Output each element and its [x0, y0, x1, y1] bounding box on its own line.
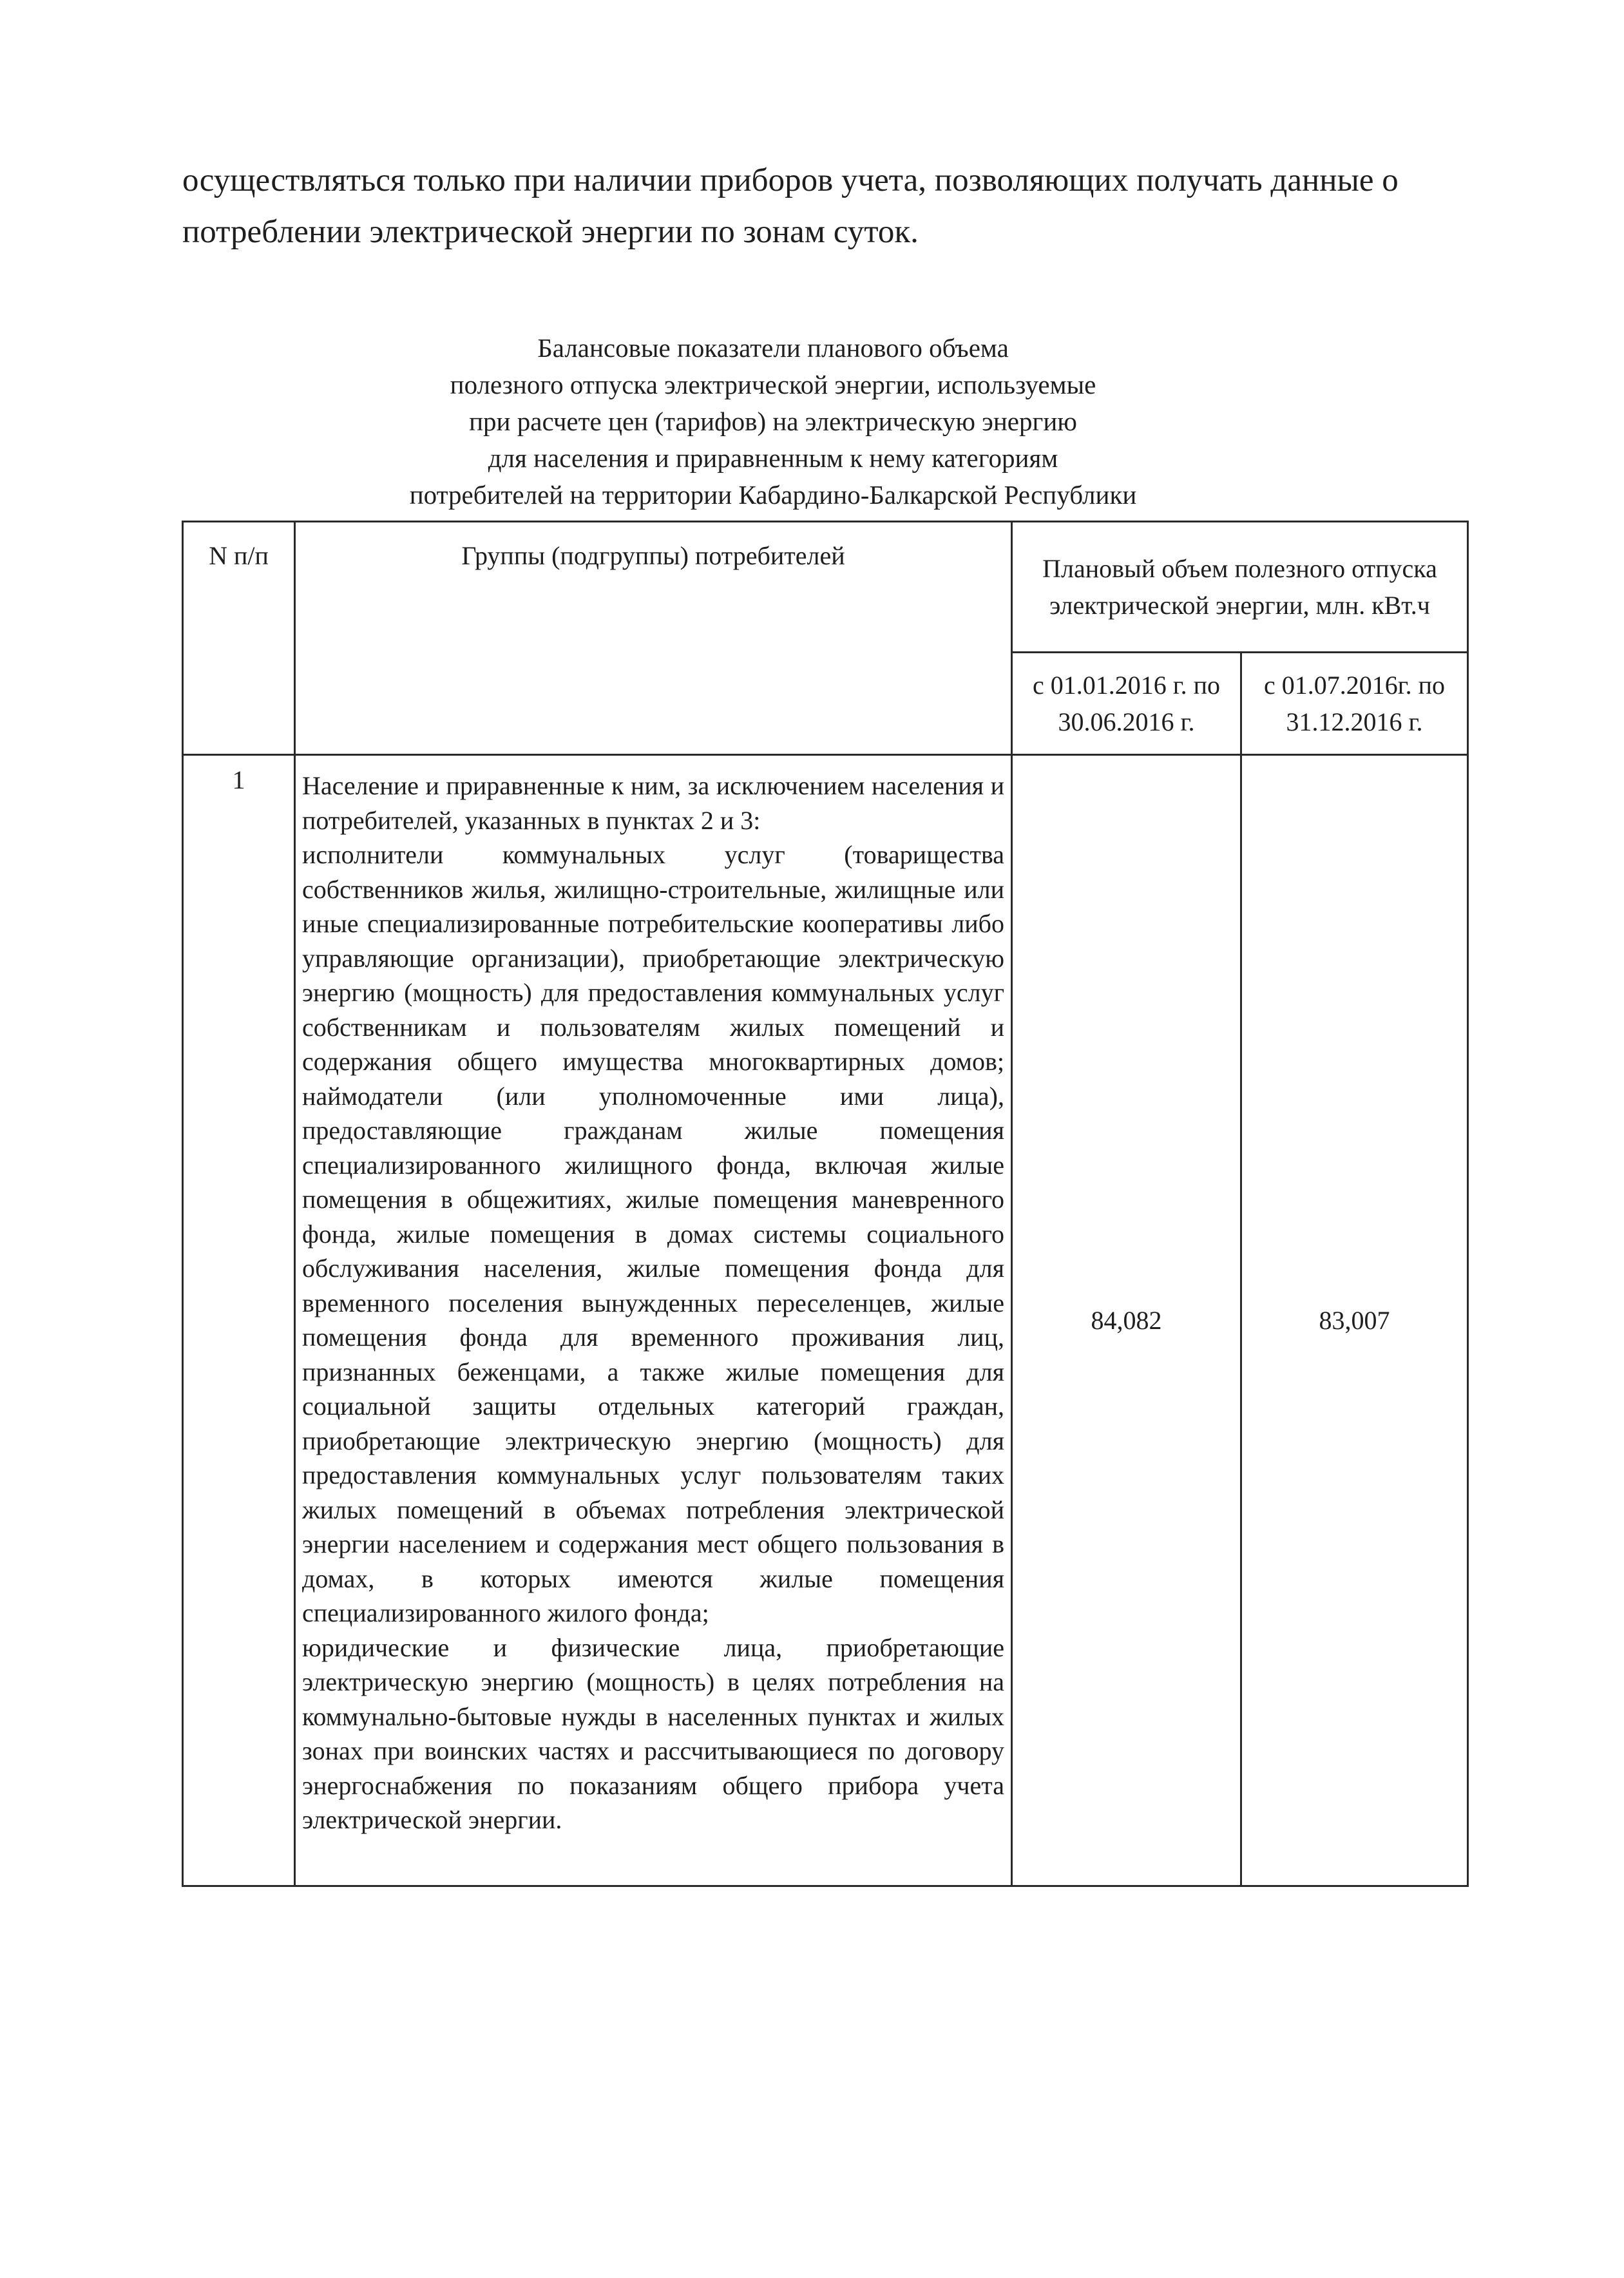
- header-period-2: с 01.07.2016г. по 31.12.2016 г.: [1241, 653, 1468, 755]
- heading-line: при расчете цен (тарифов) на электрическую энергию: [469, 407, 1077, 436]
- table-heading: [271, 330, 1275, 513]
- description-paragraph: исполнители коммунальных услуг (товарищества собственников жилья, жилищно-строительные, жилищные или иные специализированные потребительские кооперативы либо управляющие организации), приобретающие электрическую энергию (мощность) для предоставления коммунальных услуг собственникам и пользователям жилых помещений и содержания общего имущества многоквартирных домов; наймодатели (или уполномоченные ими лица), предоставляющие гражданам жилые помещения специализированного жилищного фонда, включая жилые помещения в общежитиях, жилые помещения маневренного фонда, жилые помещения в домах системы социального обслуживания населения, жилые помещения фонда для временного поселения вынужденных переселенцев, жилые помещения фонда для временного проживания лиц, признанных беженцами, а также жилые помещения для социальной защиты отдельных категорий граждан, приобретающие электрическую энергию (мощность) для предоставления коммунальных услуг пользователям таких жилых помещений в объемах потребления электрической энергии населением и содержания мест общего пользования в домах, в которых имеются жилые помещения специализированного жилого фонда;: [302, 840, 1004, 1627]
- heading-line: для населения и приравненным к нему категориям: [488, 443, 1058, 473]
- heading-line: Балансовые показатели планового объема: [537, 333, 1009, 363]
- table-header-row: [183, 522, 1468, 653]
- header-volume: Плановый объем полезного отпуска электрической энергии, млн. кВт.ч: [1012, 522, 1468, 653]
- header-num: N п/п: [183, 522, 295, 755]
- row-description: [295, 755, 1012, 1886]
- row-num: 1: [183, 755, 295, 1886]
- heading-line: потребителей на территории Кабардино-Балкарской Республики: [409, 480, 1137, 510]
- heading-line: полезного отпуска электрической энергии, используемые: [450, 370, 1096, 399]
- table-row: [183, 755, 1468, 1886]
- row-value-period-1: 84,082: [1012, 755, 1241, 1886]
- header-period-1: с 01.01.2016 г. по 30.06.2016 г.: [1012, 653, 1241, 755]
- description-paragraph: Население и приравненные к ним, за исключением населения и потребителей, указанных в пунктах 2 и 3:: [302, 771, 1004, 835]
- row-value-period-2: 83,007: [1241, 755, 1468, 1886]
- header-groups: Группы (подгруппы) потребителей: [295, 522, 1012, 755]
- intro-paragraph: осуществляться только при наличии приборов учета, позволяющих получать данные о потреблении электрической энергии по зонам суток.: [182, 162, 1399, 250]
- balance-table: [182, 521, 1469, 1887]
- description-paragraph: юридические и физические лица, приобретающие электрическую энергию (мощность) в целях потребления на коммунально-бытовые нужды в населенных пунктах и жилых зонах при воинских частях и рассчитывающиеся по договору энергоснабжения по показаниям общего прибора учета электрической энергии.: [302, 1632, 1004, 1834]
